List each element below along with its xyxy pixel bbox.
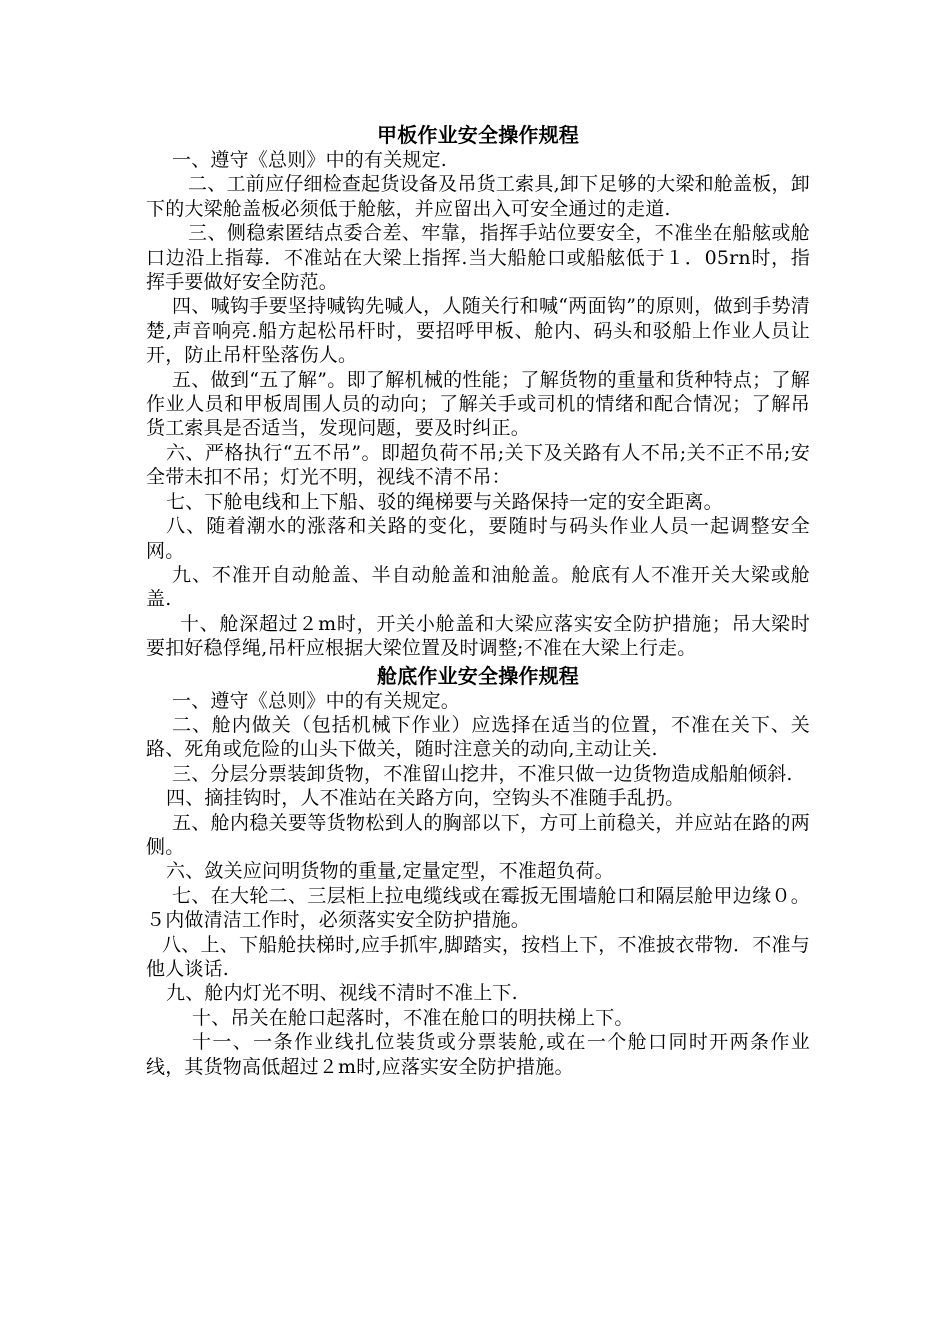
section-title-deck: 甲板作业安全操作规程 xyxy=(377,123,579,147)
section-title-hold: 舱底作业安全操作规程 xyxy=(377,663,579,688)
deck-rule-8: 八、随着潮水的涨落和关路的变化，要随时与码头作业人员一起调整安全网。 xyxy=(146,515,810,562)
hold-rule-7: 七、在大轮二、三层柜上拉电缆线或在霉扳无围墙舱口和隔层舱甲边缘０。５内做清洁工作时，必须落实安全防护措施。 xyxy=(146,884,810,932)
hold-rule-2: 二、舱内做关（包括机械下作业）应选择在适当的位置，不准在关下、关路、死角或危险的山头下做关，随时注意关的动向,主动让关. xyxy=(146,713,810,761)
deck-rule-2: 二、工前应仔细检查起货设备及吊货工索具,卸下足够的大梁和舱盖板，卸下的大梁舱盖板必须低于舱舷，并应留出入可安全通过的走道. xyxy=(146,173,810,220)
deck-rule-9: 九、不准开自动舱盖、半自动舱盖和油舱盖。舱底有人不准开关大梁或舱盖. xyxy=(146,563,810,611)
document-body xyxy=(146,122,810,1079)
deck-rule-1: 一、遵守《总则》中的有关规定. xyxy=(172,149,448,171)
deck-rule-6: 六、严格执行“五不吊”。即超负荷不吊;关下及关路有人不吊;关不正不吊;安全带未扣不吊；灯光不明，视线不清不吊： xyxy=(146,441,810,489)
hold-rule-9: 九、舱内灯光不明、视线不清时不准上下. xyxy=(166,982,518,1005)
hold-rule-6: 六、敛关应问明货物的重量,定量定型，不准超负荷。 xyxy=(166,860,614,883)
deck-rule-10: 十、舱深超过２m时，开关小舱盖和大梁应落实安全防护措施；吊大梁时要扣好稳俘绳,吊杆应根据大梁位置及时调整;不准在大梁上行走。 xyxy=(146,612,810,660)
deck-rule-3: 三、侧稳索匿结点委合差、牢靠，指挥手站位要安全，不准坐在船舷或舱口边沿上指莓．不准站在大梁上指挥.当大船舱口或船舷低于１．05rn时，指挥手要做好安全防范。 xyxy=(146,222,810,294)
deck-rule-5: 五、做到“五了解”。即了解机械的性能；了解货物的重量和货种特点；了解作业人员和甲板周围人员的动向；了解关手或司机的情绪和配合情况；了解吊货工索具是否适当，发现问题，要及时纠正。 xyxy=(146,368,810,440)
hold-rule-5: 五、舱内稳关要等货物松到人的胸部以下，方可上前稳关，并应站在路的两侧。 xyxy=(146,811,810,858)
hold-rule-4: 四、摘挂钩时，人不准站在关路方向，空钩头不准随手乱扔。 xyxy=(166,787,685,810)
hold-rule-8: 八、上、下船舱扶梯时,应手抓牢,脚踏实，按档上下，不准披衣带物．不准与他人谈话. xyxy=(146,933,810,980)
hold-rule-10: 十、吊关在舱口起落时，不准在舱口的明扶梯上下。 xyxy=(192,1006,634,1029)
hold-rule-1: 一、遵守《总则》中的有关规定。 xyxy=(172,689,461,712)
deck-rule-7: 七、下舱电线和上下船、驳的绳梯要与关路保持一定的安全距离。 xyxy=(166,490,723,513)
deck-rule-4: 四、喊钩手要坚持喊钩先喊人，人随关行和喊“两面钩”的原则，做到手势清楚,声音响亮.船方起松吊杆时，要招呼甲板、舱内、码头和驳船上作业人员让开，防止吊杆坠落伤人。 xyxy=(146,295,810,367)
hold-rule-11: 十一、一条作业线扎位装货或分票装舱,或在一个舱口同时开两条作业线，其货物高低超过２m时,应落实安全防护措施。 xyxy=(146,1031,810,1078)
hold-rule-3: 三、分层分票装卸货物，不准留山挖井，不准只做一边货物造成船舶倾斜. xyxy=(172,762,793,785)
